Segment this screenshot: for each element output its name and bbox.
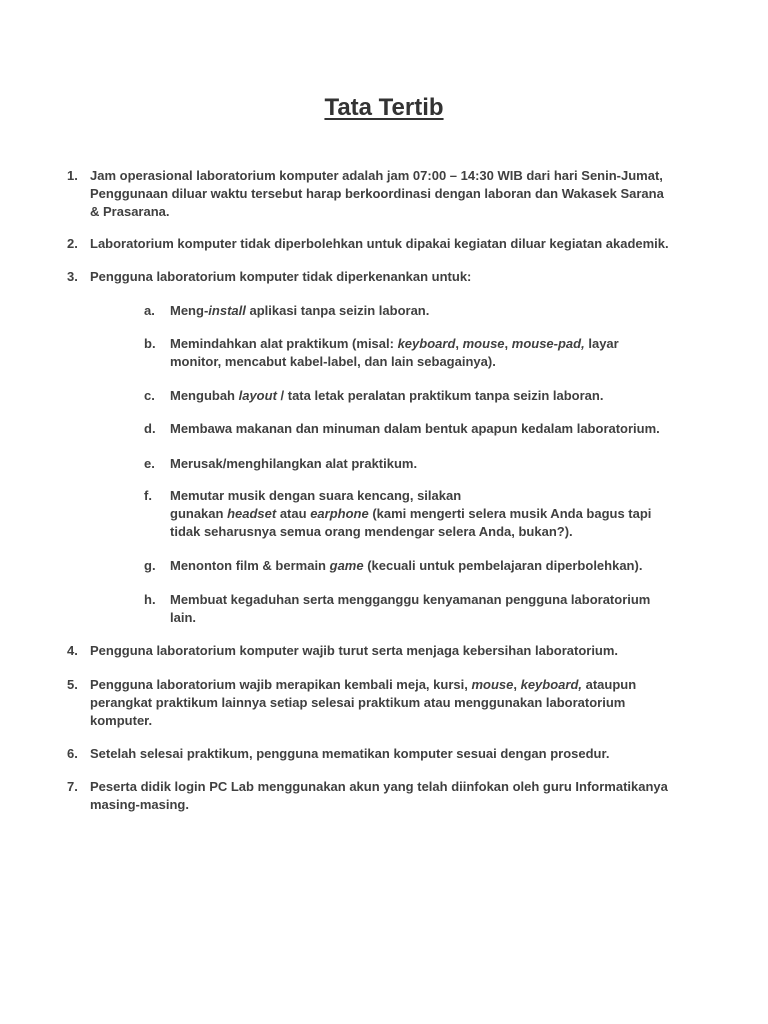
text-line [90, 796, 690, 814]
text-segment: masing-masing. [90, 797, 189, 812]
text-line [170, 353, 670, 371]
text-segment: monitor, mencabut kabel-label, dan lain sebagainya). [170, 354, 496, 369]
text-segment: , [513, 677, 521, 692]
emphasis-text: keyboard [397, 336, 456, 351]
sub-rule-text [170, 387, 670, 405]
rule-text [90, 778, 690, 814]
emphasis-text: headset [227, 506, 277, 521]
text-segment: Memindahkan alat praktikum (misal: [170, 336, 398, 351]
emphasis-text: install [208, 303, 246, 318]
rule-number: 5. [67, 677, 78, 692]
page-title: Tata Tertib [324, 94, 444, 121]
rule-text [90, 167, 690, 221]
text-segment: Pengguna laboratorium komputer tidak diperkenankan untuk: [90, 269, 472, 284]
sub-rule-letter: a. [144, 303, 155, 318]
text-line [90, 185, 690, 203]
text-segment: / tata letak peralatan praktikum tanpa seizin laboran. [276, 388, 604, 403]
rule-number: 3. [67, 269, 78, 284]
text-line [90, 745, 690, 763]
emphasis-text: mouse [471, 677, 514, 692]
text-line [90, 203, 690, 221]
text-segment: aplikasi tanpa seizin laboran. [245, 303, 430, 318]
text-line [90, 268, 690, 286]
text-line [90, 676, 690, 694]
text-segment: , [504, 336, 512, 351]
rule-text [90, 745, 690, 763]
text-line [90, 167, 690, 185]
text-segment: (kecuali untuk pembelajaran diperbolehkan). [363, 558, 643, 573]
rule-text [90, 676, 690, 730]
text-segment: atau [276, 506, 311, 521]
sub-rule-letter: c. [144, 388, 155, 403]
text-segment: komputer. [90, 713, 153, 728]
emphasis-text: layout [238, 388, 277, 403]
text-segment: Jam operasional laboratorium komputer adalah jam 07:00 – 14:30 WIB dari hari Senin-Jumat, [90, 168, 663, 183]
sub-rule-text [170, 591, 670, 627]
text-line [170, 591, 670, 609]
text-segment: perangkat praktikum lainnya setiap selesai praktikum atau menggunakan laboratorium [90, 695, 626, 710]
sub-rule-letter: g. [144, 558, 156, 573]
text-line [170, 335, 670, 353]
text-segment: Mengubah [170, 388, 239, 403]
text-line [90, 642, 690, 660]
text-line [170, 487, 670, 505]
sub-rule-text [170, 420, 670, 438]
emphasis-text: game [329, 558, 364, 573]
rule-number: 1. [67, 168, 78, 183]
text-segment: , [455, 336, 463, 351]
sub-rule-letter: b. [144, 336, 156, 351]
emphasis-text: mouse-pad, [511, 336, 585, 351]
rule-text [90, 235, 690, 253]
emphasis-text: mouse [462, 336, 505, 351]
rule-number: 2. [67, 236, 78, 251]
text-segment: ataupun [582, 677, 637, 692]
text-line [90, 694, 690, 712]
text-segment: gunakan [170, 506, 228, 521]
sub-rule-text [170, 335, 670, 371]
emphasis-text: earphone [310, 506, 369, 521]
text-segment: Setelah selesai praktikum, pengguna mematikan komputer sesuai dengan prosedur. [90, 746, 610, 761]
sub-rule-text [170, 302, 670, 320]
text-segment: Membuat kegaduhan serta mengganggu kenyamanan pengguna laboratorium [170, 592, 651, 607]
text-segment: lain. [170, 610, 197, 625]
text-segment: Membawa makanan dan minuman dalam bentuk apapun kedalam laboratorium. [170, 421, 660, 436]
emphasis-text: keyboard, [520, 677, 583, 692]
rule-number: 4. [67, 643, 78, 658]
text-segment: layar [584, 336, 619, 351]
sub-rule-letter: e. [144, 456, 155, 471]
text-line [90, 712, 690, 730]
text-segment: Merusak/menghilangkan alat praktikum. [170, 456, 418, 471]
text-line [170, 609, 670, 627]
sub-rule-text [170, 487, 670, 541]
text-line [170, 420, 670, 438]
sub-rule-letter: d. [144, 421, 156, 436]
text-segment: Laboratorium komputer tidak diperbolehkan untuk dipakai kegiatan diluar kegiatan akademik. [90, 236, 669, 251]
sub-rule-text [170, 455, 670, 473]
text-line [170, 505, 670, 523]
text-line [170, 387, 670, 405]
text-line [170, 557, 670, 575]
sub-rule-letter: h. [144, 592, 156, 607]
text-segment: tidak seharusnya semua orang mendengar selera Anda, bukan?). [170, 524, 573, 539]
text-line [170, 455, 670, 473]
text-line [90, 235, 690, 253]
text-segment: Peserta didik login PC Lab menggunakan akun yang telah diinfokan oleh guru Informatikanya [90, 779, 668, 794]
rule-number: 6. [67, 746, 78, 761]
sub-rule-text [170, 557, 670, 575]
text-segment: (kami mengerti selera musik Anda bagus tapi [368, 506, 652, 521]
text-line [90, 778, 690, 796]
rule-number: 7. [67, 779, 78, 794]
text-segment: Pengguna laboratorium komputer wajib turut serta menjaga kebersihan laboratorium. [90, 643, 619, 658]
text-line [170, 523, 670, 541]
text-segment: Penggunaan diluar waktu tersebut harap berkoordinasi dengan laboran dan Wakasek Sarana [90, 186, 664, 201]
rule-text [90, 268, 690, 286]
sub-rule-letter: f. [144, 488, 152, 503]
text-segment: Menonton film & bermain [170, 558, 330, 573]
rule-text [90, 642, 690, 660]
text-segment: & Prasarana. [90, 204, 170, 219]
text-segment: Meng- [170, 303, 209, 318]
text-line [170, 302, 670, 320]
text-segment: Pengguna laboratorium wajib merapikan kembali meja, kursi, [90, 677, 472, 692]
text-segment: Memutar musik dengan suara kencang, silakan [170, 488, 462, 503]
